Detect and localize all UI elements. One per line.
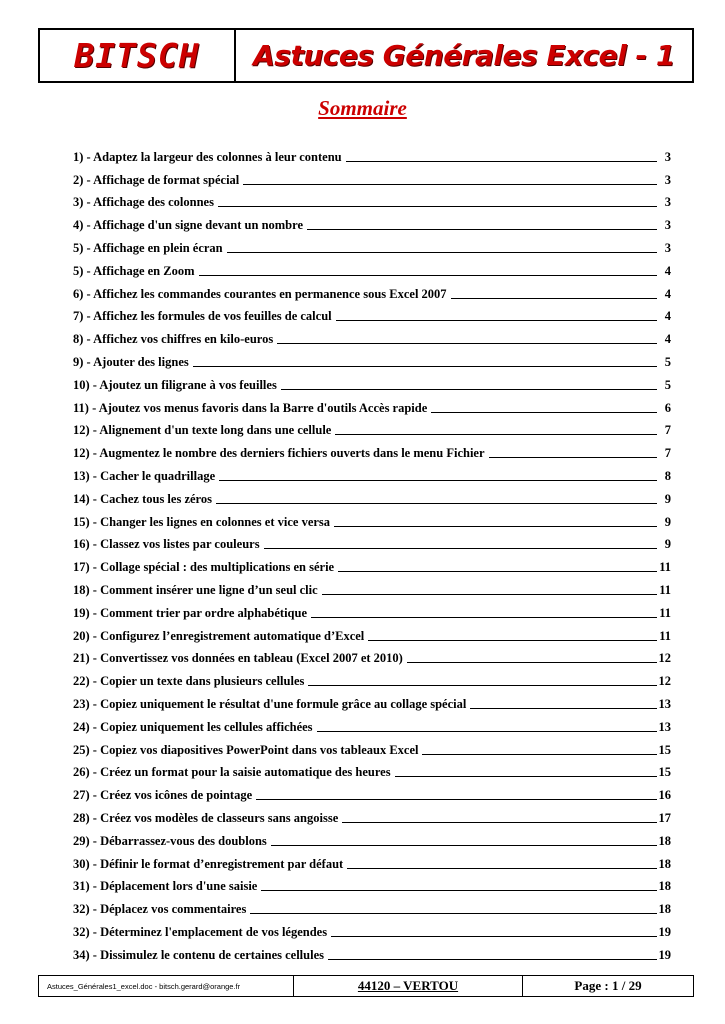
toc-leader-line bbox=[347, 868, 656, 869]
toc-entry-page: 11 bbox=[659, 560, 671, 575]
toc-leader-line bbox=[281, 389, 657, 390]
toc-entry[interactable] bbox=[73, 188, 671, 211]
toc-leader-line bbox=[335, 434, 657, 435]
toc-leader-line bbox=[317, 731, 657, 732]
table-of-contents bbox=[73, 142, 671, 963]
toc-leader-line bbox=[193, 366, 657, 367]
toc-entry[interactable] bbox=[73, 803, 671, 826]
toc-entry[interactable] bbox=[73, 780, 671, 803]
toc-entry-page: 11 bbox=[659, 582, 671, 597]
toc-entry-label: 7) - Affichez les formules de vos feuilles de calcul bbox=[73, 309, 332, 324]
toc-entry-label: 25) - Copiez vos diapositives PowerPoint dans vos tableaux Excel bbox=[73, 742, 419, 757]
toc-entry[interactable] bbox=[73, 279, 671, 302]
toc-entry-page: 15 bbox=[658, 742, 671, 757]
toc-entry-label: 13) - Cacher le quadrillage bbox=[73, 468, 216, 483]
toc-entry-label: 14) - Cachez tous les zéros bbox=[73, 491, 212, 506]
toc-entry-page: 15 bbox=[658, 765, 671, 780]
toc-leader-line bbox=[489, 457, 657, 458]
toc-entry-label: 4) - Affichage d'un signe devant un nombre bbox=[73, 218, 304, 233]
toc-entry-page: 5 bbox=[664, 377, 671, 392]
toc-entry-label: 5) - Affichage en Zoom bbox=[73, 263, 195, 278]
toc-leader-line bbox=[338, 571, 657, 572]
toc-entry[interactable] bbox=[73, 598, 671, 621]
toc-leader-line bbox=[271, 845, 657, 846]
toc-entry-label: 21) - Convertissez vos données en tableau (Excel 2007 et 2010) bbox=[73, 651, 403, 666]
toc-entry[interactable] bbox=[73, 621, 671, 644]
toc-entry-page: 13 bbox=[658, 696, 671, 711]
toc-leader-line bbox=[261, 890, 656, 891]
toc-entry-label: 12) - Augmentez le nombre des derniers fichiers ouverts dans le menu Fichier bbox=[73, 446, 485, 461]
toc-entry[interactable] bbox=[73, 826, 671, 849]
toc-entry-label: 30) - Définir le format d’enregistrement par défaut bbox=[73, 856, 344, 871]
toc-entry-label: 18) - Comment insérer une ligne d’un seul clic bbox=[73, 582, 318, 597]
toc-entry-page: 7 bbox=[664, 446, 671, 461]
toc-entry[interactable] bbox=[73, 324, 671, 347]
toc-leader-line bbox=[328, 959, 657, 960]
toc-entry-page: 13 bbox=[658, 719, 671, 734]
toc-entry-label: 20) - Configurez l’enregistrement automatique d’Excel bbox=[73, 628, 365, 643]
toc-entry-label: 6) - Affichez les commandes courantes en permanence sous Excel 2007 bbox=[73, 286, 447, 301]
toc-entry-label: 16) - Classez vos listes par couleurs bbox=[73, 537, 260, 552]
footer-filename: Astuces_Générales1_excel.doc - bitsch.gerard@orange.fr bbox=[39, 976, 294, 996]
toc-entry-page: 4 bbox=[664, 332, 671, 347]
toc-leader-line bbox=[250, 913, 656, 914]
toc-leader-line bbox=[368, 640, 657, 641]
toc-leader-line bbox=[264, 548, 657, 549]
toc-leader-line bbox=[331, 936, 656, 937]
toc-entry[interactable] bbox=[73, 758, 671, 781]
toc-leader-line bbox=[307, 229, 657, 230]
toc-leader-line bbox=[277, 343, 657, 344]
toc-entry-label: 3) - Affichage des colonnes bbox=[73, 195, 214, 210]
toc-entry-page: 9 bbox=[664, 491, 671, 506]
toc-entry[interactable] bbox=[73, 872, 671, 895]
toc-entry-page: 19 bbox=[658, 924, 671, 939]
toc-entry[interactable] bbox=[73, 644, 671, 667]
summary-heading: Sommaire bbox=[318, 96, 407, 120]
toc-entry[interactable] bbox=[73, 689, 671, 712]
toc-entry-label: 27) - Créez vos icônes de pointage bbox=[73, 788, 253, 803]
toc-entry-page: 4 bbox=[664, 263, 671, 278]
toc-leader-line bbox=[407, 662, 657, 663]
toc-leader-line bbox=[334, 526, 657, 527]
document-header bbox=[38, 28, 694, 83]
toc-entry-page: 12 bbox=[658, 651, 671, 666]
toc-entry[interactable] bbox=[73, 461, 671, 484]
page-footer bbox=[38, 975, 694, 997]
toc-leader-line bbox=[451, 298, 657, 299]
toc-entry[interactable] bbox=[73, 849, 671, 872]
footer-page-number: Page : 1 / 29 bbox=[574, 978, 642, 993]
toc-entry-page: 17 bbox=[658, 810, 671, 825]
toc-entry[interactable] bbox=[73, 370, 671, 393]
toc-entry[interactable] bbox=[73, 347, 671, 370]
document-title: Astuces Générales Excel - 1 bbox=[253, 39, 675, 72]
toc-entry[interactable] bbox=[73, 552, 671, 575]
brand-logo-text: BITSCH bbox=[40, 30, 236, 81]
toc-leader-line bbox=[218, 206, 657, 207]
toc-entry-label: 29) - Débarrassez-vous des doublons bbox=[73, 833, 267, 848]
toc-leader-line bbox=[470, 708, 656, 709]
toc-entry-label: 15) - Changer les lignes en colonnes et vice versa bbox=[73, 514, 331, 529]
toc-entry-page: 18 bbox=[658, 833, 671, 848]
toc-entry-page: 6 bbox=[664, 400, 671, 415]
toc-entry[interactable] bbox=[73, 438, 671, 461]
toc-leader-line bbox=[422, 754, 656, 755]
toc-entry[interactable] bbox=[73, 142, 671, 165]
toc-entry-label: 17) - Collage spécial : des multiplications en série bbox=[73, 560, 335, 575]
toc-leader-line bbox=[336, 320, 657, 321]
toc-entry-page: 3 bbox=[664, 172, 671, 187]
toc-leader-line bbox=[346, 161, 657, 162]
toc-entry-label: 26) - Créez un format pour la saisie automatique des heures bbox=[73, 765, 391, 780]
toc-entry-label: 19) - Comment trier par ordre alphabétique bbox=[73, 605, 308, 620]
toc-entry-page: 3 bbox=[664, 218, 671, 233]
toc-leader-line bbox=[342, 822, 656, 823]
toc-entry-page: 11 bbox=[659, 605, 671, 620]
toc-leader-line bbox=[199, 275, 657, 276]
toc-entry-label: 28) - Créez vos modèles de classeurs sans angoisse bbox=[73, 810, 339, 825]
toc-entry-label: 1) - Adaptez la largeur des colonnes à leur contenu bbox=[73, 149, 342, 164]
toc-leader-line bbox=[216, 503, 657, 504]
toc-leader-line bbox=[219, 480, 657, 481]
toc-entry-page: 8 bbox=[664, 468, 671, 483]
toc-entry-label: 11) - Ajoutez vos menus favoris dans la Barre d'outils Accès rapide bbox=[73, 400, 428, 415]
toc-entry-label: 23) - Copiez uniquement le résultat d'une formule grâce au collage spécial bbox=[73, 696, 467, 711]
toc-entry-page: 3 bbox=[664, 149, 671, 164]
toc-entry[interactable] bbox=[73, 530, 671, 553]
toc-entry-label: 9) - Ajouter des lignes bbox=[73, 354, 189, 369]
toc-entry-label: 8) - Affichez vos chiffres en kilo-euros bbox=[73, 332, 274, 347]
toc-entry-label: 32) - Déplacez vos commentaires bbox=[73, 902, 247, 917]
toc-entry[interactable] bbox=[73, 575, 671, 598]
toc-entry[interactable] bbox=[73, 712, 671, 735]
toc-entry-page: 19 bbox=[658, 947, 671, 962]
toc-entry-page: 9 bbox=[664, 537, 671, 552]
toc-entry-page: 18 bbox=[658, 902, 671, 917]
toc-entry-label: 34) - Dissimulez le contenu de certaines cellules bbox=[73, 947, 324, 962]
toc-entry-page: 3 bbox=[664, 240, 671, 255]
toc-entry[interactable] bbox=[73, 416, 671, 439]
toc-entry-label: 2) - Affichage de format spécial bbox=[73, 172, 240, 187]
toc-entry-label: 32) - Déterminez l'emplacement de vos légendes bbox=[73, 924, 328, 939]
toc-entry-page: 5 bbox=[664, 354, 671, 369]
toc-entry[interactable] bbox=[73, 210, 671, 233]
toc-entry[interactable] bbox=[73, 507, 671, 530]
toc-entry-label: 24) - Copiez uniquement les cellules affichées bbox=[73, 719, 313, 734]
toc-entry[interactable] bbox=[73, 940, 671, 963]
toc-entry[interactable] bbox=[73, 484, 671, 507]
toc-leader-line bbox=[256, 799, 656, 800]
toc-entry[interactable] bbox=[73, 666, 671, 689]
toc-entry-label: 10) - Ajoutez un filigrane à vos feuilles bbox=[73, 377, 277, 392]
toc-entry-label: 22) - Copier un texte dans plusieurs cellules bbox=[73, 674, 305, 689]
toc-entry[interactable] bbox=[73, 256, 671, 279]
toc-leader-line bbox=[311, 617, 657, 618]
toc-entry-page: 18 bbox=[658, 856, 671, 871]
toc-entry[interactable] bbox=[73, 393, 671, 416]
toc-leader-line bbox=[431, 412, 657, 413]
toc-entry[interactable] bbox=[73, 165, 671, 188]
toc-entry-page: 7 bbox=[664, 423, 671, 438]
toc-entry-label: 12) - Alignement d'un texte long dans une cellule bbox=[73, 423, 332, 438]
toc-entry[interactable] bbox=[73, 735, 671, 758]
toc-leader-line bbox=[243, 184, 657, 185]
toc-entry-page: 3 bbox=[664, 195, 671, 210]
toc-leader-line bbox=[227, 252, 657, 253]
toc-entry-label: 31) - Déplacement lors d'une saisie bbox=[73, 879, 258, 894]
toc-leader-line bbox=[308, 685, 656, 686]
toc-entry-page: 4 bbox=[664, 286, 671, 301]
toc-entry-page: 18 bbox=[658, 879, 671, 894]
toc-entry-label: 5) - Affichage en plein écran bbox=[73, 240, 223, 255]
toc-entry-page: 9 bbox=[664, 514, 671, 529]
toc-entry-page: 4 bbox=[664, 309, 671, 324]
toc-entry-page: 16 bbox=[658, 788, 671, 803]
toc-entry-page: 11 bbox=[659, 628, 671, 643]
toc-entry-page: 12 bbox=[658, 674, 671, 689]
toc-entry[interactable] bbox=[73, 233, 671, 256]
toc-entry[interactable] bbox=[73, 302, 671, 325]
footer-location: 44120 – VERTOU bbox=[294, 976, 523, 996]
toc-leader-line bbox=[395, 776, 657, 777]
toc-entry[interactable] bbox=[73, 917, 671, 940]
toc-leader-line bbox=[322, 594, 657, 595]
toc-entry[interactable] bbox=[73, 894, 671, 917]
